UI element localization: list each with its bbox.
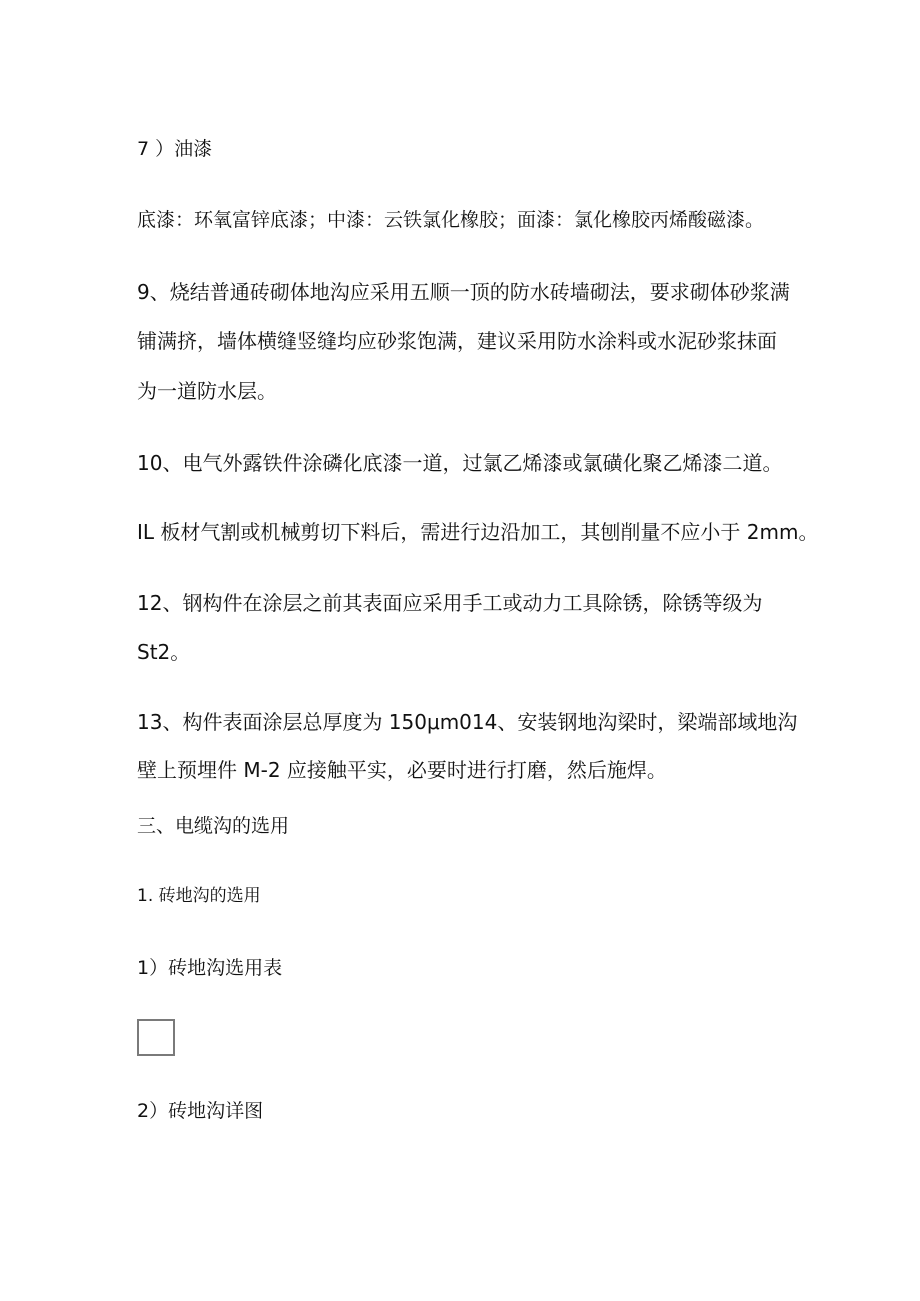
- item-13-line-1: 13、构件表面涂层总厚度为 150μm014、安装钢地沟梁时，梁端部域地沟: [137, 710, 798, 734]
- paint-spec-text: 底漆：环氧富锌底漆；中漆：云铁氯化橡胶；面漆：氯化橡胶丙烯酸磁漆。: [137, 209, 765, 231]
- item-11-text: IL 板材气割或机械剪切下料后，需进行边沿加工，其刨削量不应小于 2mm。: [137, 520, 819, 544]
- item-9-line-1: 9、烧结普通砖砌体地沟应采用五顺一顶的防水砖墙砌法，要求砌体砂浆满: [137, 280, 790, 304]
- image-placeholder: [137, 1019, 175, 1056]
- subheading-brick-trench: 1. 砖地沟的选用: [137, 886, 261, 906]
- item-9-line-2: 铺满挤，墙体横缝竖缝均应砂浆饱满，建议采用防水涂料或水泥砂浆抹面: [137, 329, 777, 353]
- section-heading-cable-trench: 三、电缆沟的选用: [137, 815, 290, 837]
- item-10-text: 10、电气外露铁件涂磷化底漆一道，过氯乙烯漆或氯磺化聚乙烯漆二道。: [137, 451, 783, 475]
- item-12-line-2: St2。: [137, 640, 191, 664]
- item-12-line-1: 12、钢构件在涂层之前其表面应采用手工或动力工具除锈，除锈等级为: [137, 591, 763, 615]
- item-13-line-2: 壁上预埋件 M-2 应接触平实，必要时进行打磨，然后施焊。: [137, 758, 667, 782]
- heading-paint: 7 ）油漆: [137, 138, 213, 160]
- item-9-line-3: 为一道防水层。: [137, 379, 277, 403]
- subheading-detail-drawing: 2）砖地沟详图: [137, 1100, 264, 1122]
- subheading-selection-table: 1）砖地沟选用表: [137, 957, 283, 979]
